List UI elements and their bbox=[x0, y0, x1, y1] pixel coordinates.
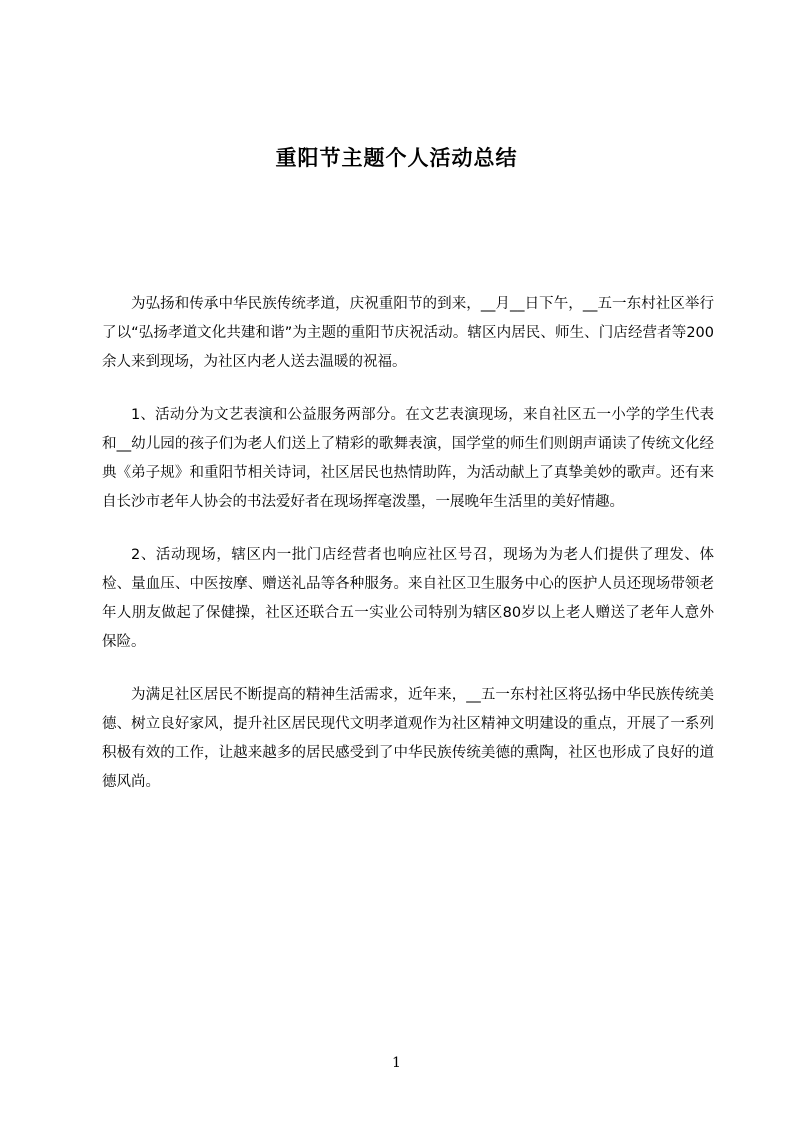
paragraph-services: 2、活动现场，辖区内一批门店经营者也响应社区号召，现场为为老人们提供了理发、体检、量血压、中医按摩、赠送礼品等各种服务。来自社区卫生服务中心的医护人员还现场带领老年人朋友做起了保健操，社区还联合五一实业公司特别为辖区80岁以上老人赠送了老年人意外保险。 bbox=[102, 547, 714, 650]
document-body bbox=[102, 290, 714, 821]
paragraph-performance: 1、活动分为文艺表演和公益服务两部分。在文艺表演现场，来自社区五一小学的学生代表和__幼儿园的孩子们为老人们送上了精彩的歌舞表演，国学堂的师生们则朗声诵读了传统文化经典《弟子规》和重阳节相关诗词，社区居民也热情助阵，为活动献上了真挚美妙的歌声。还有来自长沙市老年人协会的书法爱好者在现场挥毫泼墨，一展晚年生活里的美好情趣。 bbox=[102, 407, 714, 510]
paragraph-intro: 为弘扬和传承中华民族传统孝道，庆祝重阳节的到来，__月__日下午，__五一东村社区举行了以“弘扬孝道文化共建和谐”为主题的重阳节庆祝活动。辖区内居民、师生、门店经营者等200余人来到现场，为社区内老人送去温暖的祝福。 bbox=[102, 296, 714, 370]
page-number: 1 bbox=[392, 1055, 401, 1071]
page-title: 重阳节主题个人活动总结 bbox=[275, 146, 518, 170]
paragraph-conclusion: 为满足社区居民不断提高的精神生活需求，近年来，__五一东村社区将弘扬中华民族传统美德、树立良好家风，提升社区居民现代文明孝道观作为社区精神文明建设的重点，开展了一系列积极有效的工作，让越来越多的居民感受到了中华民族传统美德的熏陶，社区也形成了良好的道德风尚。 bbox=[102, 687, 714, 790]
